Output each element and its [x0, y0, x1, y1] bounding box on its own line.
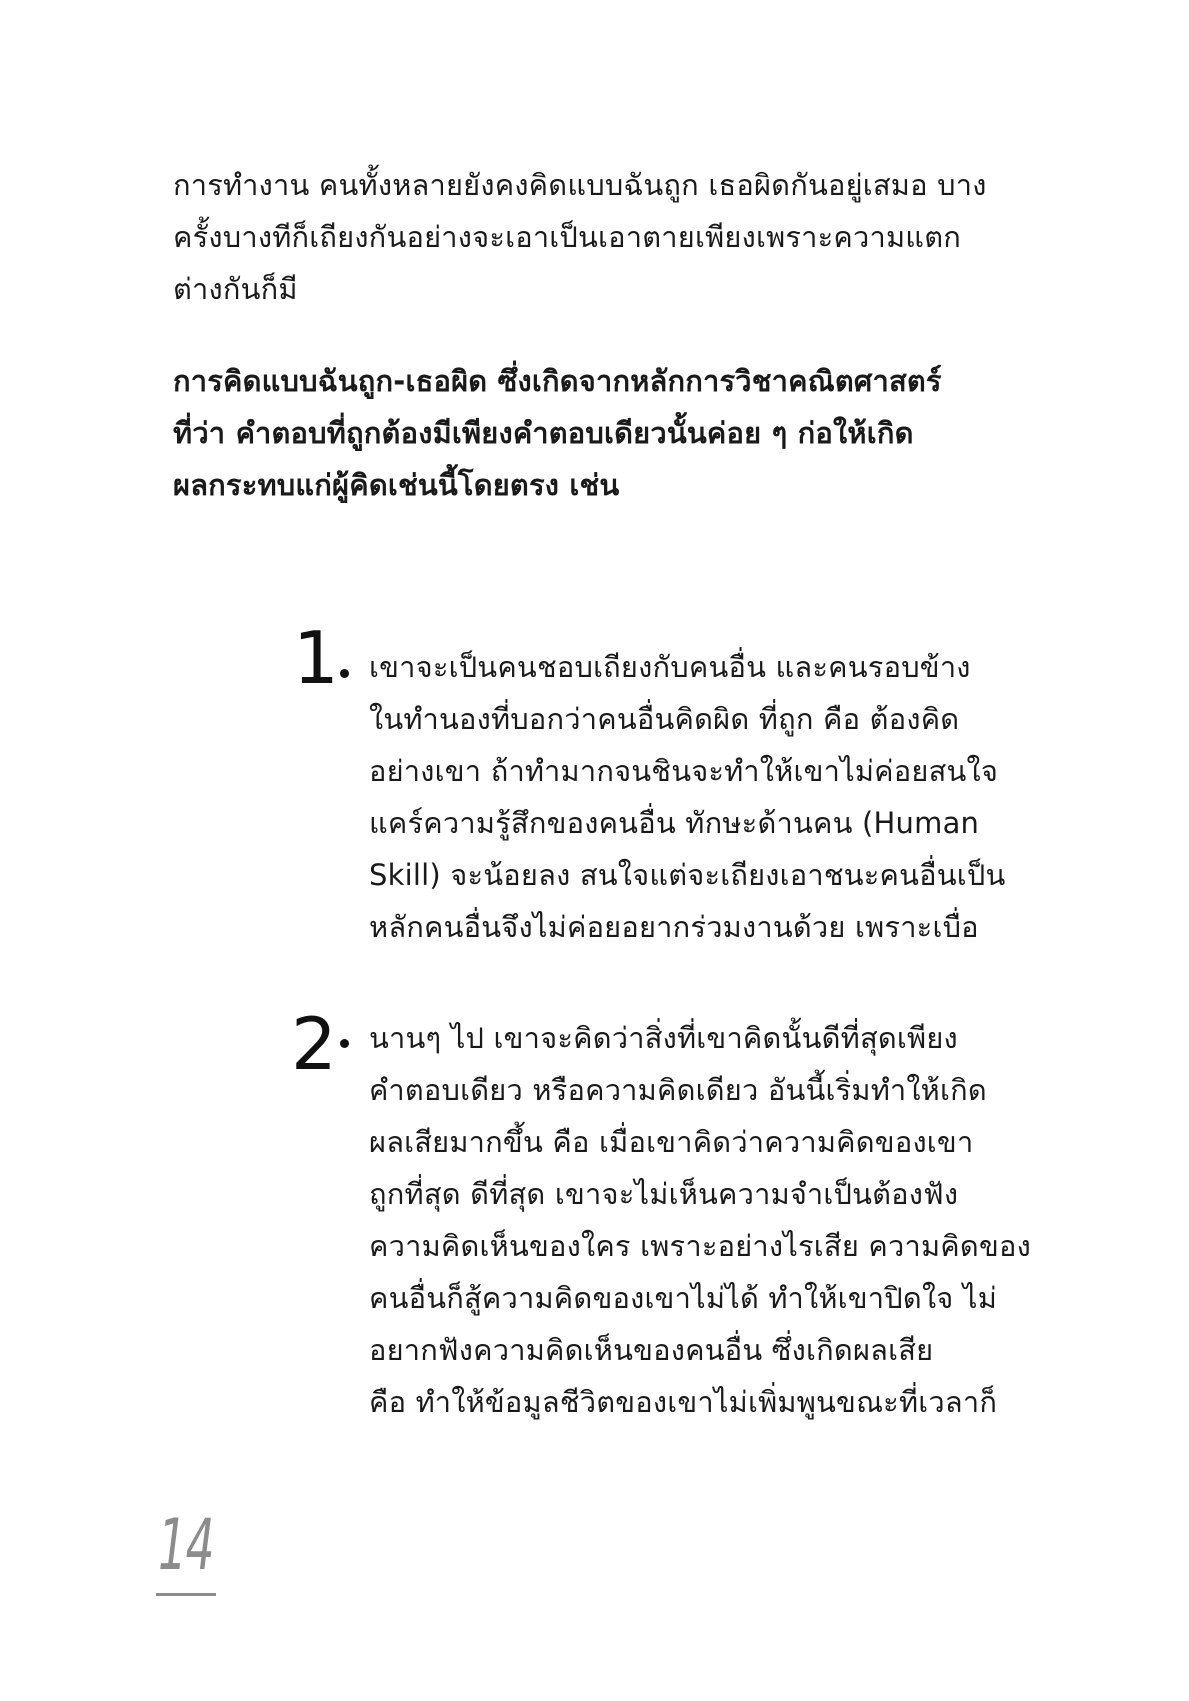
bold-line-3: ผลกระทบแก่ผู้คิดเช่นนี้โดยตรง เช่น — [173, 468, 620, 502]
list-item-2-dot — [340, 1039, 349, 1048]
list-item-2-line-4: ถูกที่สุด ดีที่สุด เขาจะไม่เห็นความจำเป็นต้องฟัง — [369, 1177, 959, 1211]
list-item-1-line-4: แคร์ความรู้สึกของคนอื่น ทักษะด้านคน (Human — [369, 806, 980, 840]
list-item-2-number: 2 — [291, 1002, 337, 1086]
bold-line-2: ที่ว่า คำตอบที่ถูกต้องมีเพียงคำตอบเดียวนั้นค่อย ๆ ก่อให้เกิด — [173, 416, 914, 450]
list-item-2-line-5: ความคิดเห็นของใคร เพราะอย่างไรเสีย ความคิดของ — [369, 1229, 1031, 1263]
list-item-2-line-1: นานๆ ไป เขาจะคิดว่าสิ่งที่เขาคิดนั้นดีที่สุดเพียง — [369, 1021, 958, 1055]
list-item-2-line-7: อยากฟังความคิดเห็นของคนอื่น ซึ่งเกิดผลเสีย — [369, 1333, 934, 1367]
list-item-1-line-2: ในทำนองที่บอกว่าคนอื่นคิดผิด ที่ถูก คือ ต้องคิด — [369, 702, 960, 736]
list-item-1-line-5: Skill) จะน้อยลง สนใจแต่จะเถียงเอาชนะคนอื่นเป็น — [369, 858, 1006, 892]
list-item-2-line-3: ผลเสียมากขึ้น คือ เมื่อเขาคิดว่าความคิดของเขา — [369, 1125, 974, 1159]
list-item-2-line-8: คือ ทำให้ข้อมูลชีวิตของเขาไม่เพิ่มพูนขณะที่เวลาก็ — [369, 1385, 998, 1419]
page-number: 14 — [158, 1504, 214, 1586]
intro-line-3: ต่างกันก็มี — [173, 272, 298, 306]
intro-line-2: ครั้งบางทีก็เถียงกันอย่างจะเอาเป็นเอาตายเพียงเพราะความแตก — [173, 220, 961, 254]
list-item-1-number: 1 — [293, 616, 339, 700]
list-item-1-line-1: เขาจะเป็นคนชอบเถียงกับคนอื่น และคนรอบข้าง — [369, 650, 971, 684]
list-item-1-line-3: อย่างเขา ถ้าทำมากจนชินจะทำให้เขาไม่ค่อยสนใจ — [369, 754, 999, 788]
list-item-2-line-2: คำตอบเดียว หรือความคิดเดียว อันนี้เริ่มทำให้เกิด — [369, 1073, 987, 1107]
list-item-1-dot — [340, 669, 349, 678]
list-item-2-line-6: คนอื่นก็สู้ความคิดของเขาไม่ได้ ทำให้เขาปิดใจ ไม่ — [369, 1281, 998, 1315]
bold-line-1: การคิดแบบฉันถูก-เธอผิด ซึ่งเกิดจากหลักการวิชาคณิตศาสตร์ — [173, 364, 942, 398]
page-number-underline — [156, 1593, 216, 1596]
list-item-1-line-6: หลักคนอื่นจึงไม่ค่อยอยากร่วมงานด้วย เพราะเบื่อ — [369, 910, 979, 944]
intro-line-1: การทำงาน คนทั้งหลายยังคงคิดแบบฉันถูก เธอผิดกันอยู่เสมอ บาง — [173, 168, 987, 202]
